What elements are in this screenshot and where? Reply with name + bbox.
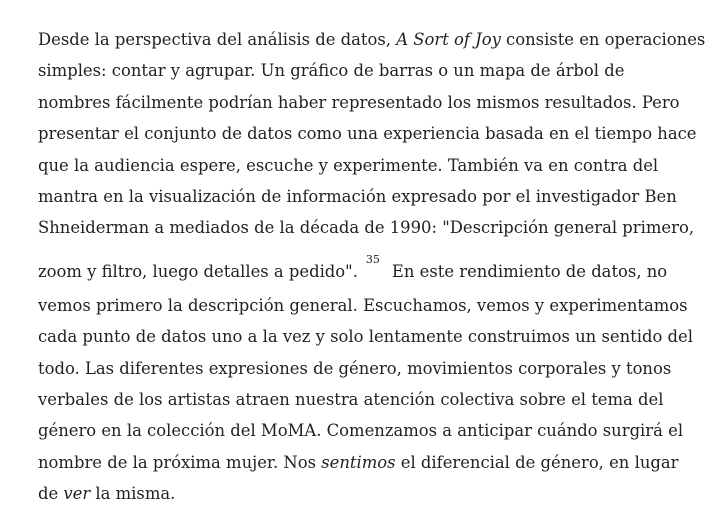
text-line bbox=[38, 415, 684, 446]
text-span: Shneiderman a mediados de la década de 1990: "Descripción general primero, bbox=[38, 218, 695, 238]
text-line bbox=[38, 87, 678, 118]
text-span: En este rendimiento de datos, no bbox=[391, 261, 668, 281]
text-line bbox=[38, 478, 678, 509]
text-span: la misma. bbox=[90, 484, 176, 504]
text-span: de bbox=[38, 484, 64, 504]
text-span: todo. Las diferentes expresiones de género, movimientos corporales y tonos bbox=[38, 358, 672, 378]
text-span: nombre de la próxima mujer. Nos bbox=[38, 452, 322, 472]
text-span: simples: contar y agrupar. Un gráfico de barras o un mapa de árbol de bbox=[38, 61, 625, 81]
text-line bbox=[38, 212, 695, 243]
emphasis-text: sentimos bbox=[321, 452, 396, 472]
text-line bbox=[38, 181, 678, 212]
text-line bbox=[38, 447, 678, 478]
text-line bbox=[38, 55, 678, 86]
text-span: que la audiencia espere, escuche y experimente. También va en contra del bbox=[38, 155, 659, 175]
text-span: consiste en operaciones bbox=[500, 30, 705, 49]
text-span: presentar el conjunto de datos como una experiencia basada en el tiempo hace bbox=[38, 124, 697, 144]
text-line bbox=[38, 244, 678, 288]
text-span: cada punto de datos uno a la vez y solo lentamente construimos un sentido del bbox=[38, 327, 693, 347]
text-line bbox=[38, 353, 678, 384]
body-paragraph bbox=[38, 24, 705, 509]
text-line bbox=[38, 150, 678, 181]
text-line bbox=[38, 118, 697, 149]
footnote-marker[interactable]: 35 bbox=[365, 252, 380, 266]
emphasis-text: ver bbox=[63, 484, 91, 504]
text-line bbox=[38, 290, 688, 321]
text-span: vemos primero la descripción general. Escuchamos, vemos y experimentamos bbox=[38, 295, 688, 315]
text-span: mantra en la visualización de información expresado por el investigador Ben bbox=[38, 186, 677, 206]
text-span: Desde la perspectiva del análisis de datos, bbox=[38, 30, 397, 49]
text-span: zoom y filtro, luego detalles a pedido". bbox=[38, 261, 358, 281]
text-line bbox=[38, 321, 693, 352]
text-line bbox=[38, 24, 705, 55]
work-title: A Sort of Joy bbox=[396, 30, 501, 49]
text-span: género en la colección del MoMA. Comenzamos a anticipar cuándo surgirá el bbox=[38, 421, 684, 441]
text-span: verbales de los artistas atraen nuestra atención colectiva sobre el tema del bbox=[38, 389, 664, 409]
text-span: el diferencial de género, en lugar bbox=[395, 452, 679, 472]
text-span: nombres fácilmente podrían haber representado los mismos resultados. Pero bbox=[38, 92, 680, 112]
text-line bbox=[38, 384, 678, 415]
